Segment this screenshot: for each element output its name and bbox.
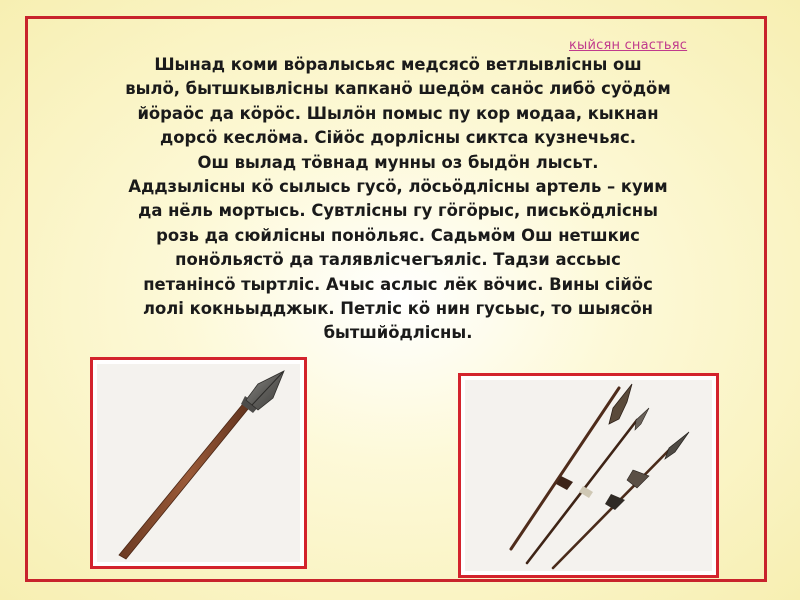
single-spear-icon bbox=[93, 360, 304, 566]
body-line: петанінсӧ тыртлic. Ачыс аслыс лёк вӧчис. Вины сійӧс bbox=[143, 274, 653, 294]
single-spear-photo bbox=[90, 357, 307, 569]
body-line: бытшйӧдлісны. bbox=[323, 323, 473, 343]
body-line: да нёль мортысь. Сувтлісны гу гӧгӧрыс, писькӧдлісны bbox=[138, 201, 658, 221]
body-line: лолі кокньыдджык. Петлic кӧ нин гусьыс, то шыясӧн bbox=[143, 299, 653, 319]
spear-tools-link[interactable]: кыйсян снастьяс bbox=[569, 38, 688, 53]
body-line: дорсӧ кеслӧма. Сійӧс дорлісны сиктса кузнечьяс. bbox=[160, 128, 636, 148]
body-line: розь да сюйлісны понӧльяс. Садьмӧм Ош нетшкис bbox=[156, 225, 640, 245]
body-line: йӧраӧс да кӧрӧс. Шылӧн помыс пу кор модаа, кыкнан bbox=[137, 103, 659, 123]
body-line: Шынад коми вӧралысьяс медсясӧ ветлывлісны ош bbox=[154, 55, 642, 74]
body-line: Аддзылісны кӧ сылысь гусӧ, лӧсьӧдлісны артель – куим bbox=[128, 177, 668, 197]
three-spears-photo bbox=[458, 373, 719, 578]
body-text bbox=[72, 53, 724, 346]
body-line: Ош вылад тӧвнад мунны оз быдӧн лысьт. bbox=[197, 152, 599, 172]
body-line: понӧльястӧ да талявлісчегъялic. Тадзи ассьыс bbox=[175, 250, 621, 270]
three-spears-icon bbox=[461, 376, 716, 575]
body-line: вылӧ, бытшкывлісны капканӧ шедӧм санӧс либӧ суӧдӧм bbox=[125, 79, 671, 99]
